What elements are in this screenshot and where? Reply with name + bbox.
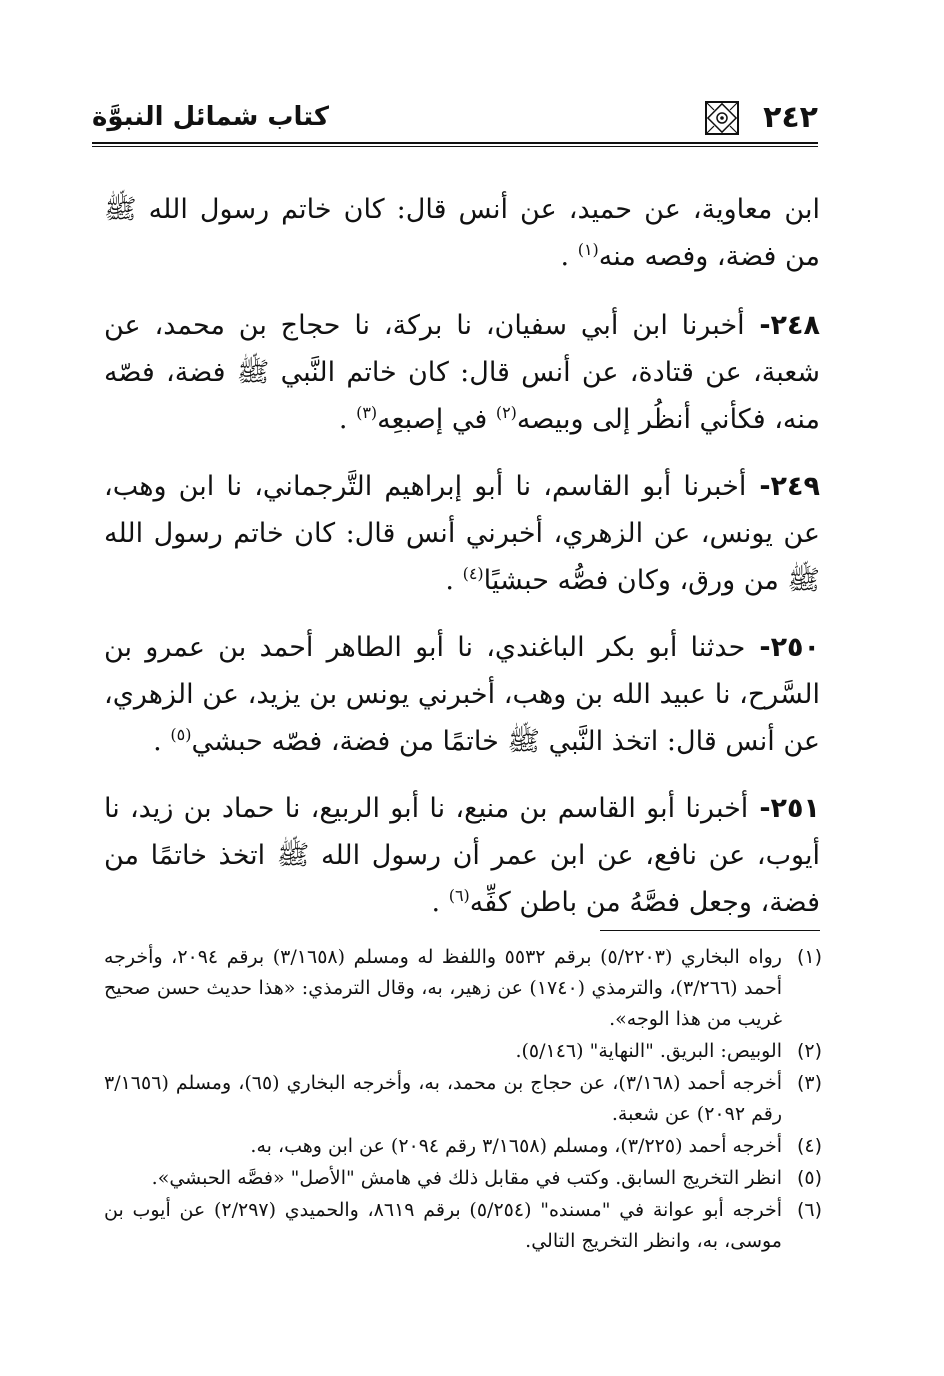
footnotes <box>104 942 822 1258</box>
footnote-number: (٥) <box>796 1167 822 1189</box>
header-rule-thin <box>92 146 818 147</box>
page-header <box>92 96 818 140</box>
footnote-text: أخرجه أحمد (٣/١٦٨)، عن حجاج بن محمد، به، وأخرجه البخاري (٦٥)، ومسلم (٣/١٦٥٦ رقم ٢٠٩٢) عن شعبة. <box>104 1072 783 1125</box>
paragraph-end: . <box>338 404 348 435</box>
footnote-6 <box>104 1195 822 1257</box>
paragraph-text: ابن معاوية، عن حميد، عن أنس قال: كان خاتم رسول الله ﷺ من فضة، وفصه منه <box>104 194 820 272</box>
hadith-250 <box>104 624 820 765</box>
footnote-text: رواه البخاري (٥/٢٢٠٣) برقم ٥٥٣٢ واللفظ له ومسلم (٣/١٦٥٨) برقم ٢٠٩٤، وأخرجه أحمد (٣/٢٦٦)، والترمذي (١٧٤٠) عن زهير، به، وقال الترمذي: «هذا حديث حسن صحيح غريب من هذا الوجه». <box>104 946 782 1030</box>
page-number: ٢٤٢ <box>763 100 818 135</box>
paragraph-end: . <box>153 726 162 757</box>
hadith-number: ٢٥١- <box>748 793 820 824</box>
footnote-separator <box>600 930 820 931</box>
running-title: كتاب شمائل النبوَّة <box>92 102 330 132</box>
footnote-ref[interactable]: (٦) <box>448 886 470 905</box>
footnote-number: (٤) <box>796 1135 822 1157</box>
footnote-text: الوبيص: البريق. "النهاية" (٥/١٤٦). <box>515 1040 782 1062</box>
footnote-ref[interactable]: (٣) <box>356 403 378 422</box>
footnote-4 <box>104 1131 822 1162</box>
footnote-ref[interactable]: (٥) <box>170 725 192 744</box>
footnote-3 <box>104 1068 822 1130</box>
paragraph-end: . <box>445 565 454 596</box>
footnote-number: (٦) <box>796 1199 822 1221</box>
hadith-number: ٢٤٨- <box>744 310 820 341</box>
footnote-ref[interactable]: (٤) <box>462 564 484 583</box>
header-rule <box>92 142 818 144</box>
paragraph-text-continued: في إصبعِه <box>377 404 496 435</box>
paragraph-text: أخبرنا ابن أبي سفيان، نا بركة، نا حجاج بن محمد، عن شعبة، عن قتادة، عن أنس قال: كان خاتم النَّبي ﷺ فضة، فصّه منه، فكأني أنظُر إلى وبيصه <box>104 310 820 435</box>
paragraph-end: . <box>560 241 570 272</box>
hadith-number: ٢٥٠- <box>745 632 821 663</box>
footnote-text: أخرجه أحمد (٣/٢٢٥)، ومسلم (٣/١٦٥٨ رقم ٢٠٩٤) عن ابن وهب، به. <box>250 1135 782 1157</box>
footnote-ref[interactable]: (٢) <box>495 403 517 422</box>
footnote-number: (٣) <box>796 1072 822 1094</box>
footnote-text: انظر التخريج السابق. وكتب في مقابل ذلك في هامش "الأصل" «فصَّه الحبشي». <box>151 1167 782 1189</box>
footnote-number: (١) <box>796 946 822 968</box>
hadith-number: ٢٤٩- <box>746 471 820 502</box>
paragraph-text: أخبرنا أبو القاسم، نا أبو إبراهيم التَّرجماني، نا ابن وهب، عن يونس، عن الزهري، أخبرني أنس قال: كان خاتم رسول الله ﷺ من ورق، وكان فصُّه حبشيًا <box>104 471 820 596</box>
hadith-249 <box>104 463 820 604</box>
paragraph-continued <box>104 186 820 280</box>
footnote-2 <box>104 1036 822 1067</box>
footnote-text: أخرجه أبو عوانة في "مسنده" (٥/٢٥٤) برقم ٨٦١٩، والحميدي (٢/٢٩٧) عن أيوب بن موسى، به، وانظر التخريج التالي. <box>104 1199 782 1252</box>
footnote-5 <box>104 1163 822 1194</box>
main-text <box>104 186 820 946</box>
paragraph-end: . <box>431 887 441 918</box>
footnote-1 <box>104 942 822 1035</box>
footnote-ref[interactable]: (١) <box>577 240 599 259</box>
paragraph-text: حدثنا أبو بكر الباغندي، نا أبو الطاهر أحمد بن عمرو بن السَّرح، نا عبيد الله بن وهب، أخبرني يونس بن يزيد، عن الزهري، عن أنس قال: اتخذ النَّبي ﷺ خاتمًا من فضة، فصّه حبشي <box>104 632 820 757</box>
paragraph-text: أخبرنا أبو القاسم بن منيع، نا أبو الربيع، نا حماد بن زيد، نا أيوب، عن نافع، عن ابن عمر أن رسول الله ﷺ اتخذ خاتمًا من فضة، وجعل فصَّهُ من باطن كفِّه <box>104 793 820 918</box>
arabesque-ornament-icon <box>704 100 740 136</box>
hadith-251 <box>104 785 820 926</box>
hadith-248 <box>104 302 820 443</box>
footnote-number: (٢) <box>796 1040 822 1062</box>
